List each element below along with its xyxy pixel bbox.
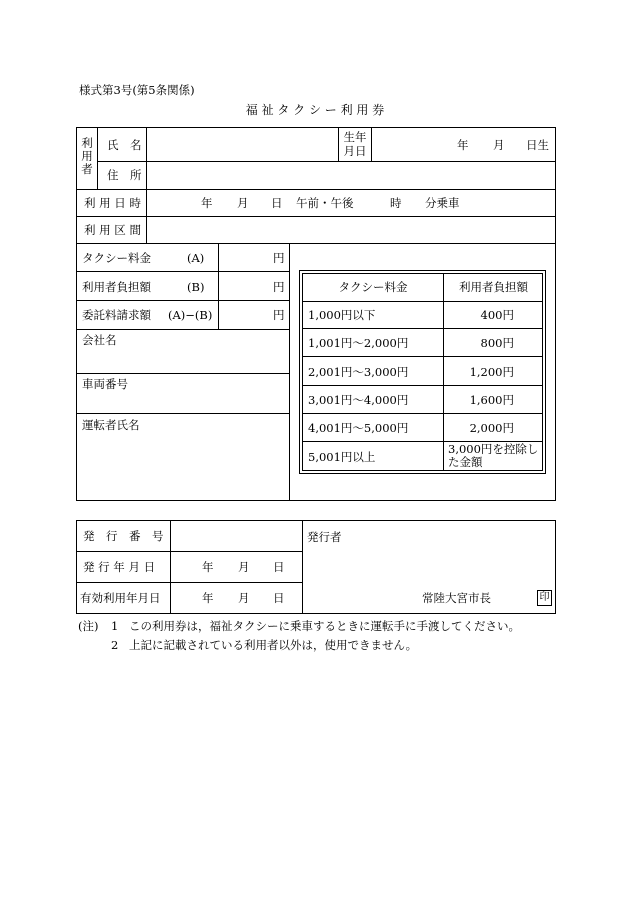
seal-mark: 印: [537, 590, 552, 606]
user-group-label: 利用者: [81, 136, 93, 176]
issue-number-field[interactable]: [171, 521, 301, 550]
birth-label: 生年月日: [343, 130, 367, 158]
note-1-text: この利用券は，福祉タクシーに乗車するときに運転手に手渡してください。: [129, 619, 520, 633]
birth-day: 日生: [526, 138, 549, 152]
vehicle-label: 車両番号: [82, 377, 128, 391]
vehicle-field[interactable]: [77, 392, 288, 412]
fare-row-4-fare: 3,001円〜4,000円: [308, 393, 409, 407]
taxi-fare-code: (A): [187, 251, 205, 265]
address-field[interactable]: [147, 162, 555, 188]
valid-date-label: 有効利用年月日: [80, 591, 161, 605]
birth-month: 月: [493, 138, 505, 152]
fare-header-fare: タクシー料金: [338, 280, 408, 294]
ride-section-label: 利 用 区 間: [84, 223, 141, 237]
fare-row-6-fare: 5,001円以上: [308, 450, 376, 464]
issue-date-field[interactable]: [171, 552, 301, 581]
issue-day: 日: [273, 560, 285, 574]
ride-day: 日: [271, 196, 283, 210]
fare-row-6-burden-line1: 3,000円を控除し: [448, 442, 539, 456]
commission-code: (A)−(B): [168, 308, 213, 322]
ride-section-field[interactable]: [147, 217, 555, 242]
name-label: 氏 名: [107, 138, 142, 152]
user-burden-field[interactable]: [219, 272, 271, 299]
notes-prefix: (注): [78, 619, 99, 633]
taxi-fare-label: タクシー料金: [82, 251, 151, 265]
issue-date-label: 発 行 年 月 日: [83, 560, 156, 574]
note-1-number: 1: [111, 619, 119, 633]
ride-hour: 時: [390, 196, 402, 210]
birth-year: 年: [457, 138, 469, 152]
fare-row-4-burden: 1,600円: [469, 393, 514, 407]
name-field[interactable]: [147, 128, 337, 160]
address-label: 住 所: [107, 168, 142, 182]
commission-yen: 円: [273, 308, 285, 322]
note-2-number: 2: [111, 638, 119, 652]
taxi-fare-yen: 円: [273, 251, 285, 265]
issue-number-label: 発 行 番 号: [83, 529, 164, 543]
taxi-fare-field[interactable]: [219, 244, 271, 270]
fare-row-2-fare: 1,001円〜2,000円: [308, 336, 409, 350]
company-label: 会社名: [82, 333, 117, 347]
ride-ampm: 午前・午後: [296, 196, 354, 210]
user-burden-code: (B): [187, 280, 205, 294]
ride-month: 月: [237, 196, 249, 210]
valid-year: 年: [202, 591, 214, 605]
fare-row-2-burden: 800円: [480, 336, 514, 350]
ride-minute: 分乗車: [425, 196, 460, 210]
user-burden-yen: 円: [273, 280, 285, 294]
valid-day: 日: [273, 591, 285, 605]
driver-label: 運転者氏名: [82, 418, 140, 432]
fare-row-5-burden: 2,000円: [469, 421, 514, 435]
fare-row-1-fare: 1,000円以下: [308, 308, 376, 322]
page-title: 福 祉 タ ク シ ー 利 用 券: [245, 103, 385, 117]
valid-date-field[interactable]: [171, 583, 301, 613]
issue-year: 年: [202, 560, 214, 574]
commission-field[interactable]: [219, 301, 271, 328]
form-number: 様式第3号(第5条関係): [79, 83, 195, 97]
birth-date-field[interactable]: [372, 128, 555, 160]
ride-datetime-label: 利 用 日 時: [84, 196, 141, 210]
fare-row-5-fare: 4,001円〜5,000円: [308, 421, 409, 435]
note-2-text: 上記に記載されている利用者以外は，使用できません。: [129, 638, 418, 652]
company-field[interactable]: [77, 348, 288, 372]
driver-field[interactable]: [77, 434, 288, 500]
issuer-label: 発行者: [307, 530, 342, 544]
fare-row-1-burden: 400円: [480, 308, 514, 322]
fare-header-burden: 利用者負担額: [459, 280, 528, 294]
valid-month: 月: [238, 591, 250, 605]
fare-row-3-burden: 1,200円: [469, 365, 514, 379]
ride-year: 年: [201, 196, 213, 210]
issue-month: 月: [238, 560, 250, 574]
issuer-name: 常陸大宮市長: [422, 591, 491, 605]
fare-row-6-burden-line2: た金額: [448, 455, 483, 469]
commission-label: 委託料請求額: [82, 308, 151, 322]
fare-row-3-fare: 2,001円〜3,000円: [308, 365, 409, 379]
user-burden-label: 利用者負担額: [82, 280, 151, 294]
